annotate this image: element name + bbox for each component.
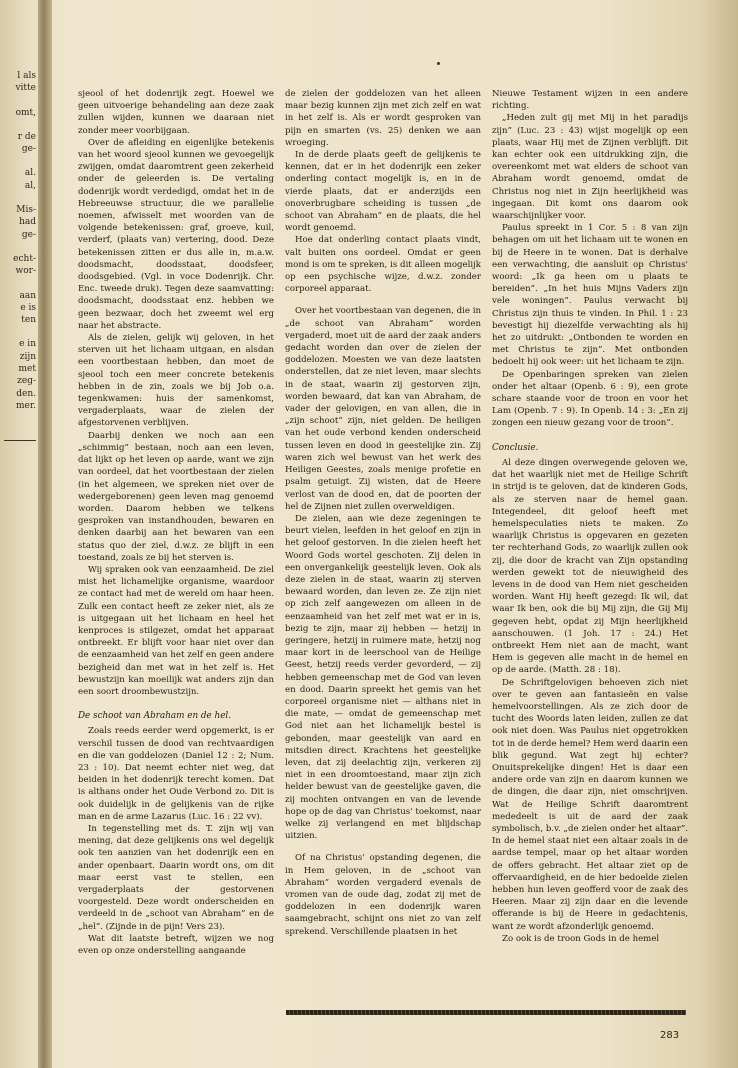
book-gutter <box>38 0 52 1068</box>
paragraph: Paulus spreekt in 1 Cor. 5 : 8 van zijn behagen om uit het lichaam uit te wonen en bij de Heere in te wonen. Dat is derhalve een verwachting, die aansluit op Christus' woord: „Ik ga heen om u plaats te bereiden”. „In het huis Mijns Vaders zijn vele woningen”. Paulus verwacht bij Christus zijn thuis te vinden. In Phil. 1 : 23 bevestigt hij diezelfde verwachting als hij het zo uitdrukt: „Ontbonden te worden en met Christus te zijn”. Met ontbonden bedoelt hij ook weer: uit het lichaam te zijn. <box>492 223 688 368</box>
paragraph: De Schriftgelovigen behoeven zich niet over te geven aan fantasieën en valse hemelvoorstellingen. Als ze zich door de tucht des Woords laten leiden, zullen ze dat ook niet doen. Was Paulus niet opgetrokken tot in de derde hemel? Hem werd daarin een blik gegund. Wat zegt hij echter? Onuitsprekelijke dingen! Het is daar een andere orde van zijn en daarom kunnen we de dingen, die daar zijn, niet omschrijven. Wat de Heilige Schrift daaromtrent mededeelt is uit de aard der zaak symbolisch, b.v. „de zielen onder het altaar”. In de hemel staat niet een altaar zoals in de aardse tempel, maar op het altaar worden de offers gebracht. Het altaar ziet op de offervaardigheid, en de hier bedoelde zielen hebben hun leven geofferd voor de zaak des Heeren. Maar zij zijn daar en die levende offerande is bij de Heere in gedachtenis, want ze wordt afzonderlijk genoemd. <box>492 677 688 932</box>
paragraph: Nieuwe Testament wijzen in een andere richting. <box>492 89 688 112</box>
paragraph: Zoals reeds eerder werd opgemerkt, is er verschil tussen de dood van rechtvaardigen en die van goddelozen (Daniel 12 : 2; Num. 23 : 10). Dat neemt echter niet weg, dat beiden in het dodenrijk terecht komen. Dat is althans onder het Oude Verbond zo. Dit is ook duidelijk in de gelijkenis van de rijke man en de arme Lazarus (Luc. 16 : 22 vv). <box>78 726 274 822</box>
stub-line: echt- <box>13 253 36 264</box>
paragraph: Zo ook is de troon Gods in de hemel <box>502 933 660 944</box>
stub-line: l als <box>17 71 36 81</box>
text-column-1 <box>78 88 274 998</box>
section-heading: De schoot van Abraham en de hel. <box>78 711 232 722</box>
stub-line: al, <box>24 180 36 191</box>
paragraph: de zielen der goddelozen van het alleen maar bezig kunnen zijn met zich zelf en wat in het zelf is. Als er wordt gesproken van pijn en smarten (vs. 25) denken we aan wroeging. <box>285 89 481 148</box>
stub-line: omt, <box>15 107 36 118</box>
stub-line <box>2 155 36 167</box>
stub-line <box>2 192 36 204</box>
stub-line: e is <box>20 302 36 313</box>
facing-page-rule <box>4 440 36 441</box>
text-column-2 <box>285 88 481 998</box>
stub-line: met <box>18 364 36 375</box>
printer-mark <box>437 62 440 65</box>
paragraph: Over de afleiding en eigenlijke betekenis van het woord sjeool kunnen we gevoegelijk zwijgen, omdat daaromtrent geen zekerheid onder de geleerden is. De vertaling dodenrijk wordt verdedigd, omdat het in de Hebreeuwse structuur, die we parallelie noemen, afwisselt met woorden van de volgende betekenissen: graf, groeve, kuil, verderf, (plaats van) vertering, dood. Deze betekenissen zitten er dus alle in, m.a.w. doodsmacht, doodsstaat, doodsfeer, doodsgebied. (Vgl. in voce Dodenrijk. Chr. Enc. tweede druk). Tegen deze saamvatting: doodsmacht, doodsstaat enz. hebben we geen bezwaar, doch het zweemt wel erg naar het abstracte. <box>78 137 274 331</box>
page-number: 283 <box>660 1030 680 1041</box>
paragraph: Als de zielen, gelijk wij geloven, in het sterven uit het lichaam uitgaan, en alsdan een voortbestaan hebben, dan moet de sjeool toch een meer concrete betekenis hebben in de zin, zoals we bij Job o.a. tegenkwamen: huis der samenkomst, vergaderplaats, waar de zielen der afgestorvenen verblijven. <box>78 333 274 429</box>
paragraph: Hoe dat onderling contact plaats vindt, valt buiten ons oordeel. Omdat er geen mond is om te spreken, is dit alleen mogelijk op een psychische wijze, d.w.z. zonder corporeel apparaat. <box>285 235 481 295</box>
paragraph: In tegenstelling met ds. T. zijn wij van mening, dat deze gelijkenis ons wel degelijk ook ten aanzien van het dodenrijk een en ander openbaart. Daarin wordt ons, om dit maar eerst vast te stellen, een vergaderplaats der gestorvenen voorgesteld. Deze wordt onderscheiden en verdeeld in de „schoot van Abraham” en de „hel”. (Zijnde in de pijn! Vers 23). <box>78 823 274 932</box>
paragraph: In de derde plaats geeft de gelijkenis te kennen, dat er in het dodenrijk een zeker onderling contact mogelijk is, en in de vierde plaats, dat er anderzijds een onoverbrugbare scheiding is tussen „de schoot van Abraham” en de plaats, die hel wordt genoemd. <box>285 150 481 234</box>
paragraph: „Heden zult gij met Mij in het paradijs zijn” (Luc. 23 : 43) wijst mogelijk op een plaats, waar Hij met de Zijnen verblijft. Dit kan echter ook een uitdrukking zijn, die overeenkomt met wat elders de schoot van Abraham wordt genoemd, omdat de Christus nog niet in Zijn heerlijkheid was ingegaan. Dit komt ons daarom ook waarschijnlijker voor. <box>492 113 688 222</box>
stub-line <box>2 326 36 338</box>
stub-line <box>2 95 36 107</box>
stub-line: den. <box>16 388 36 399</box>
stub-line <box>2 241 36 253</box>
stub-line <box>2 119 36 131</box>
stub-line: wor- <box>15 266 36 277</box>
paragraph: Of na Christus' opstanding degenen, die in Hem geloven, in de „schoot van Abraham” worden vergaderd evenals de vromen van de oude dag, zodat zij met de goddelozen in een dodenrijk waren saamgebracht, schijnt ons niet zo van zelf sprekend. Verschillende plaatsen in het <box>285 853 481 937</box>
stub-line: zijn <box>19 351 36 362</box>
stub-line: aan <box>19 290 36 301</box>
paragraph: De Openbaringen spreken van zielen onder het altaar (Openb. 6 : 9), een grote schare staande voor de troon en voor het Lam (Openb. 7 : 9). In Openb. 14 : 3: „En zij zongen een nieuw gezang voor de troon”. <box>492 369 688 429</box>
stub-line: mer. <box>15 400 36 411</box>
paragraph: Al deze dingen overwegende geloven we, dat het waarlijk niet met de Heilige Schrift in strijd is te geloven, dat de kinderen Gods, als ze sterven naar de hemel gaan. Integendeel, dit geloof heeft met hemelspeculaties niets te maken. Zo waarlijk Christus is opgevaren en gezeten ter rechterhand Gods, zo waarlijk zullen ook zij, die door de kracht van Zijn opstanding werden gewekt tot de nieuwigheid des levens in de dood van Hem niet gescheiden worden. Want Hij heeft gezegd: Ik wil, dat waar Ik ben, ook die bij Mij zijn, die Gij Mij gegeven hebt, opdat zij Mijn heerlijkheid aanschouwen. (1 Joh. 17 : 24.) Het ontbreekt Hem niet aan de macht, want Hem is gegeven alle macht in de hemel en op de aarde. (Matth. 28 : 18). <box>492 457 688 676</box>
stub-line: ten <box>21 315 36 326</box>
stub-line: had <box>19 217 36 228</box>
paragraph: Daarbij denken we noch aan een „schimmig” bestaan, noch aan een leven, dat lijkt op het leven op aarde, want we zijn van oordeel, dat het voortbestaan der zielen (in het algemeen, we spreken niet over de wedergeborenen) geen leven mag genoemd worden. Daarom hebben we telkens gesproken van instandhouden, bewaren en denken daarbij aan het bewaren van een status quo der ziel, d.w.z. ze blijft in een toestand, zoals ze bij het sterven is. <box>78 430 274 563</box>
paragraph: sjeool of het dodenrijk zegt. Hoewel we geen uitvoerige behandeling aan deze zaak zullen wijden, kunnen we daaraan niet zonder meer voorbijgaan. <box>78 89 274 136</box>
stub-line: e in <box>19 339 36 350</box>
facing-page-fragment <box>2 70 36 412</box>
stub-line: Mis- <box>16 205 36 216</box>
stub-line: r de <box>17 131 36 142</box>
stub-line: al. <box>24 168 36 179</box>
stub-line: zeg- <box>17 376 36 387</box>
paragraph: Over het voortbestaan van degenen, die in „de schoot van Abraham” worden vergaderd, moet uit de aard der zaak anders gedacht worden dan over de zielen der goddelozen. Moesten we van deze laatsten onderstellen, dat ze niet leven, maar slechts in de staat, waarin zij gestorven zijn, worden bewaard, dat kan van Abraham, de vader der gelovigen, en van allen, die in „zijn schoot” zijn, niet gelden. De heiligen van het oude verbond kenden onderscheid tussen leven en dood in geestelijke zin. Zij waren zich wel bewust van het werk des Heiligen Geestes, zoals menige profetie en psalm getuigt. Zij wisten, dat de Heere verlost van de dood en, dat de poorten der hel de Zijnen niet zullen overweldigen. <box>285 306 481 512</box>
section-heading: Conclusie. <box>492 442 539 453</box>
text-column-3 <box>492 88 688 998</box>
stub-line: vitte <box>15 83 36 94</box>
stub-line: ge- <box>21 144 36 155</box>
stub-line <box>2 278 36 290</box>
paragraph: De zielen, aan wie deze zegeningen te beurt vielen, leefden in het geloof en zijn in het geloof gestorven. In die zielen heeft het Woord Gods wortel geschoten. Zij delen in een onvergankelijk geestelijk leven. Ook als deze zielen in de staat, waarin zij sterven bewaard worden, dan leven ze. Ze zijn niet op zich zelf aangewezen om alleen in de eenzaamheid van het zelf met wat er in is, bezig te zijn, maar zij hebben — hetzij in geringere, hetzij in ruimere mate, hetzij nog maar kort in de leerschool van de Heilige Geest, hetzij reeds verder gevorderd, — zij hebben gemeenschap met de God van leven en dood. Daarin spreekt het gemis van het corporeel organisme niet — althans niet in die mate, — omdat de gemeenschap met God niet aan het lichamelijk bestel is gebonden, maar geestelijk van aard en mitsdien direct. Krachtens het geestelijke leven, dat zij deelachtig zijn, verkeren zij niet in een droomtoestand, maar zijn zich helder bewust van de geestelijke gaven, die zij mochten ontvangen en van de levende hope op de dag van Christus' toekomst, naar welke zij verlangend en met blijdschap uitzien. <box>285 513 481 842</box>
paragraph: Wat dit laatste betreft, wijzen we nog even op onze onderstelling aangaande <box>78 933 274 957</box>
paragraph: Wij spraken ook van eenzaamheid. De ziel mist het lichamelijke organisme, waardoor ze contact had met de wereld om haar heen. Zulk een contact heeft ze zeker niet, als ze is uitgegaan uit het lichaam en heel het kenproces is stilgezet, omdat het apparaat ontbreekt. Er blijft voor haar niet over dan de eenzaamheid van het zelf en geen andere bezigheid dan met wat in het zelf is. Het bewustzijn kan moeilijk wat anders zijn dan een soort droombewustzijn. <box>78 564 274 697</box>
bottom-rule <box>286 1010 686 1015</box>
stub-line: ge- <box>21 229 36 240</box>
